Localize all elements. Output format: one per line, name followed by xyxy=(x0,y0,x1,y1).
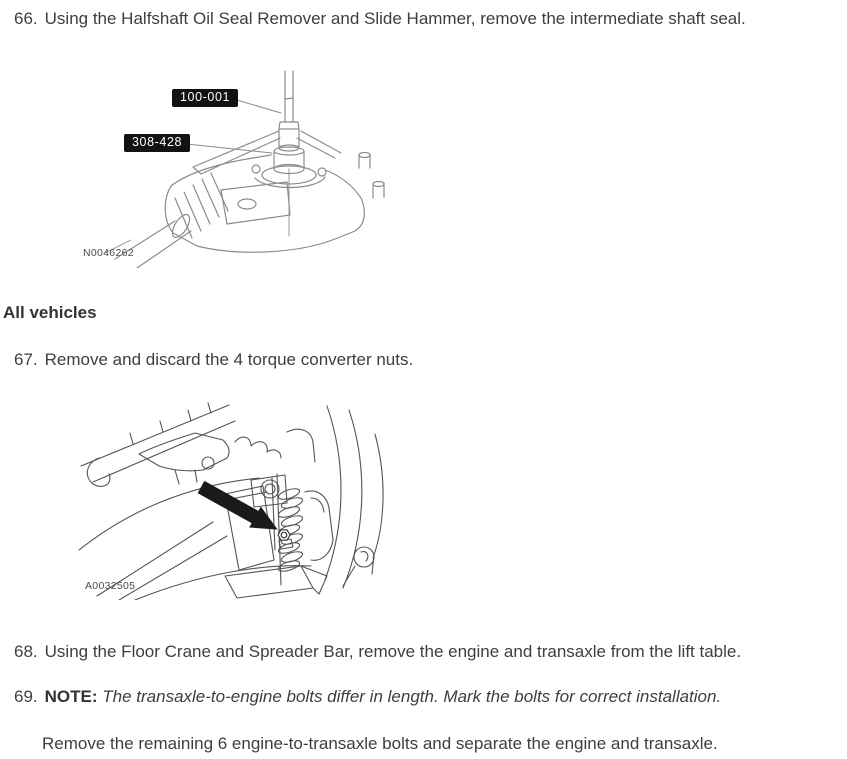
step-text: Using the Floor Crane and Spreader Bar, remove the engine and transaxle from the lift table. xyxy=(44,642,742,661)
step-69 xyxy=(14,686,721,707)
note-label: NOTE: xyxy=(44,687,98,706)
section-heading-all-vehicles: All vehicles xyxy=(3,303,97,322)
step-number: 68. xyxy=(14,642,38,661)
figure-id-label: N0046262 xyxy=(83,247,134,259)
figure-torque-converter-nuts xyxy=(75,400,395,600)
figure-id-label: A0032505 xyxy=(85,580,136,592)
step-number: 66. xyxy=(14,9,38,28)
engine-compartment-line-art xyxy=(75,400,395,600)
step-number: 67. xyxy=(14,350,38,369)
step-text: Using the Halfshaft Oil Seal Remover and Slide Hammer, remove the intermediate shaft seal. xyxy=(44,9,746,28)
step-text: Remove and discard the 4 torque converter nuts. xyxy=(44,350,414,369)
step-69-continuation: Remove the remaining 6 engine-to-transaxle bolts and separate the engine and transaxle. xyxy=(42,734,718,753)
step-number: 69. xyxy=(14,687,38,706)
torque-converter-nut xyxy=(278,530,293,549)
slide-hammer-rod xyxy=(285,71,293,122)
callout-308-428: 308-428 xyxy=(124,134,190,152)
shaft-tube xyxy=(115,221,191,268)
note-text: The transaxle-to-engine bolts differ in length. Mark the bolts for correct installation. xyxy=(102,687,722,706)
frame-rail xyxy=(81,405,235,482)
case-ribs xyxy=(175,173,228,238)
step-68 xyxy=(14,641,741,662)
figure-halfshaft-seal-removal xyxy=(75,68,395,268)
step-67 xyxy=(14,349,413,370)
callout-100-001: 100-001 xyxy=(172,89,238,107)
step-66 xyxy=(14,8,746,29)
seal-remover-tool xyxy=(279,122,299,148)
